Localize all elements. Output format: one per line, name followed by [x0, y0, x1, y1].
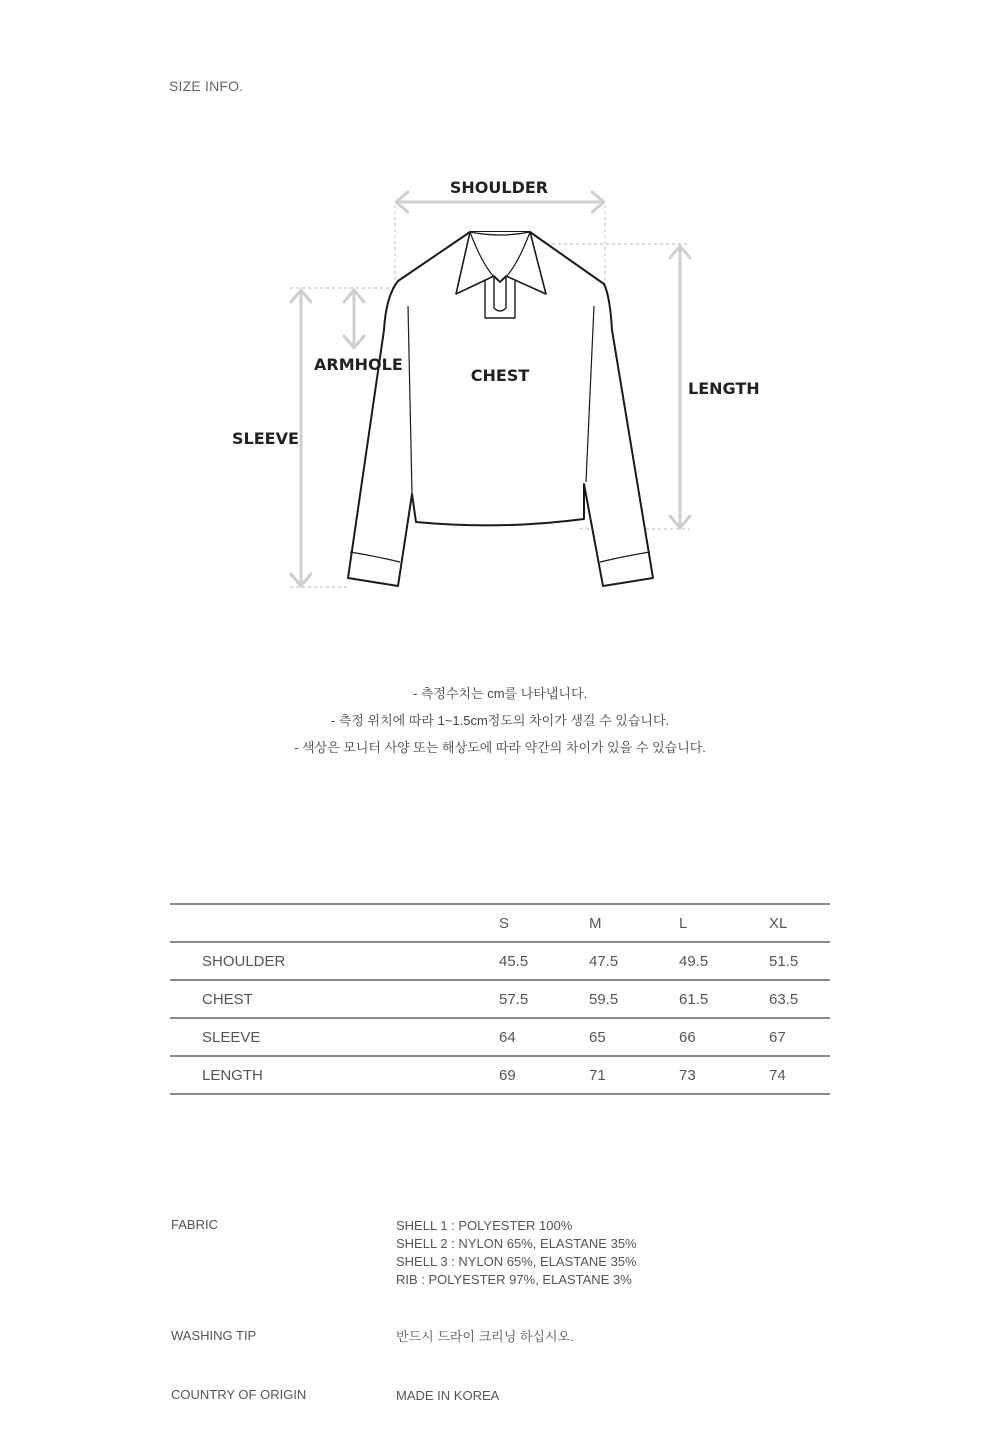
table-cell: 65 — [589, 1018, 679, 1056]
table-cell: CHEST — [170, 980, 499, 1018]
fabric-value — [396, 1217, 816, 1289]
table-header-cell: L — [679, 904, 769, 942]
size-table — [170, 903, 830, 1095]
table-cell: 49.5 — [679, 942, 769, 980]
table-cell: SHOULDER — [170, 942, 499, 980]
fabric-line: SHELL 3 : NYLON 65%, ELASTANE 35% — [396, 1254, 637, 1269]
origin-label: COUNTRY OF ORIGIN — [171, 1387, 307, 1402]
origin-value: MADE IN KOREA — [396, 1388, 500, 1403]
table-row — [170, 1056, 830, 1094]
table-cell: 67 — [769, 1018, 830, 1056]
table-cell: 57.5 — [499, 980, 589, 1018]
label-sleeve: SLEEVE — [232, 429, 299, 448]
table-cell: 71 — [589, 1056, 679, 1094]
shirt-outline — [348, 232, 653, 586]
table-row — [170, 980, 830, 1018]
note-line: - 측정수치는 cm를 나타냅니다. — [412, 686, 588, 701]
table-cell: 59.5 — [589, 980, 679, 1018]
measurement-notes — [0, 680, 1000, 761]
fabric-line: SHELL 1 : POLYESTER 100% — [396, 1218, 573, 1233]
section-title: SIZE INFO. — [169, 78, 244, 94]
table-cell: 63.5 — [769, 980, 830, 1018]
washing-value: 반드시 드라이 크리닝 하십시오. — [396, 1329, 574, 1344]
label-armhole: ARMHOLE — [314, 355, 403, 374]
garment-measurement-diagram — [0, 0, 1000, 620]
label-length: LENGTH — [688, 379, 760, 398]
table-cell: LENGTH — [170, 1056, 499, 1094]
label-chest: CHEST — [470, 366, 530, 385]
note-line: - 색상은 모니터 사양 또는 해상도에 따라 약간의 차이가 있을 수 있습니다. — [294, 740, 706, 755]
table-cell: 69 — [499, 1056, 589, 1094]
table-header-cell: XL — [769, 904, 830, 942]
note-line: - 측정 위치에 따라 1~1.5cm정도의 차이가 생길 수 있습니다. — [330, 713, 670, 728]
table-cell: SLEEVE — [170, 1018, 499, 1056]
fabric-line: SHELL 2 : NYLON 65%, ELASTANE 35% — [396, 1236, 637, 1251]
table-header-cell: S — [499, 904, 589, 942]
table-cell: 47.5 — [589, 942, 679, 980]
table-row — [170, 1018, 830, 1056]
label-shoulder: SHOULDER — [449, 178, 549, 197]
table-cell: 64 — [499, 1018, 589, 1056]
fabric-label: FABRIC — [171, 1217, 218, 1232]
table-header-cell: M — [589, 904, 679, 942]
table-cell: 66 — [679, 1018, 769, 1056]
table-row — [170, 942, 830, 980]
table-header-row — [170, 904, 830, 942]
table-cell: 61.5 — [679, 980, 769, 1018]
washing-label: WASHING TIP — [171, 1328, 257, 1343]
table-cell: 45.5 — [499, 942, 589, 980]
table-header-cell — [170, 904, 499, 942]
table-cell: 73 — [679, 1056, 769, 1094]
fabric-line: RIB : POLYESTER 97%, ELASTANE 3% — [396, 1272, 632, 1287]
table-cell: 51.5 — [769, 942, 830, 980]
table-cell: 74 — [769, 1056, 830, 1094]
